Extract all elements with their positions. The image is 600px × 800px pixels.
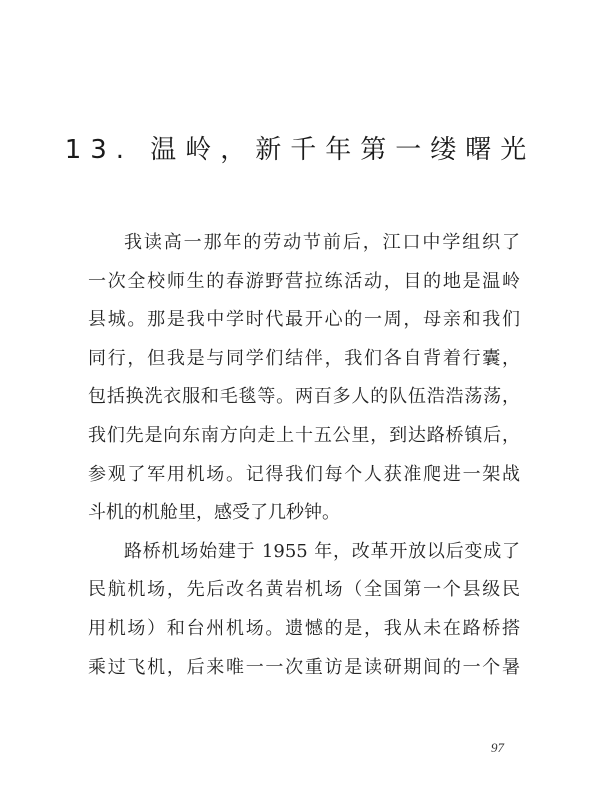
text-line: 同行，但我是与同学们结伴，我们各自背着行囊， (88, 347, 520, 369)
text-line: 参观了军用机场。记得我们每个人获准爬进一架战 (88, 463, 520, 485)
body-text (88, 224, 520, 687)
paragraph-2 (88, 533, 520, 687)
text-line: 我读高一那年的劳动节前后，江口中学组织了 (124, 232, 520, 253)
text-line: 县城。那是我中学时代最开心的一周，母亲和我们 (88, 309, 520, 331)
paragraph-1 (88, 224, 520, 533)
text-line: 斗机的机舱里，感受了几秒钟。 (88, 502, 340, 524)
text-line: 民航机场，先后改名黄岩机场（全国第一个县级民 (88, 579, 520, 601)
page-number: 97 (491, 740, 504, 755)
text-line: 路桥机场始建于 1955 年，改革开放以后变成了 (124, 540, 520, 562)
chapter-title: 13. 温岭，新千年第一缕曙光 (64, 135, 536, 166)
text-line: 一次全校师生的春游野营拉练活动，目的地是温岭 (88, 270, 520, 292)
text-line: 用机场）和台州机场。遗憾的是，我从未在路桥搭 (88, 617, 520, 639)
text-line: 乘过飞机，后来唯一一次重访是读研期间的一个暑 (88, 656, 520, 678)
text-line: 我们先是向东南方向走上十五公里，到达路桥镇后， (88, 424, 520, 446)
text-line: 包括换洗衣服和毛毯等。两百多人的队伍浩浩荡荡， (88, 386, 520, 408)
